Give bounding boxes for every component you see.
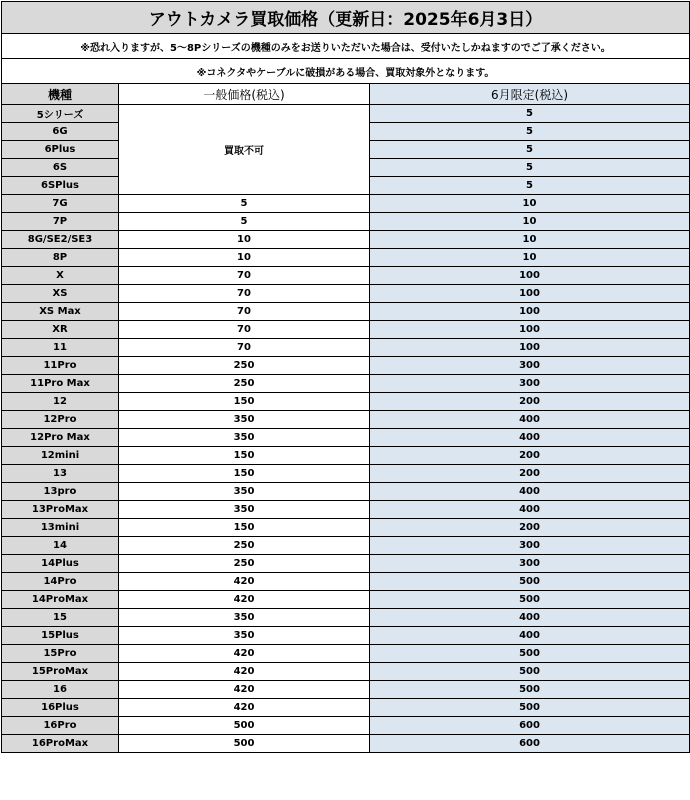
table-row: [2, 519, 690, 537]
regular-price-cell: 150: [119, 465, 370, 483]
regular-price-cell: 500: [119, 717, 370, 735]
regular-price-cell: 350: [119, 609, 370, 627]
regular-price-cell: 70: [119, 303, 370, 321]
regular-price-cell: 5: [119, 195, 370, 213]
model-cell: 11Pro: [2, 357, 119, 375]
model-cell: 5シリーズ: [2, 105, 119, 123]
notice-unsupported-models: ※恐れ入りますが、5～8Pシリーズの機種のみをお送りいただいた場合は、受付いたしかねますのでご了承ください。: [2, 34, 690, 59]
table-row: [2, 375, 690, 393]
june-price-cell: 400: [370, 609, 690, 627]
june-price-cell: 300: [370, 357, 690, 375]
model-cell: 14Plus: [2, 555, 119, 573]
model-cell: 13: [2, 465, 119, 483]
price-table: [1, 1, 690, 753]
model-cell: 14: [2, 537, 119, 555]
june-price-cell: 10: [370, 213, 690, 231]
regular-price-cell: 350: [119, 627, 370, 645]
table-row: [2, 537, 690, 555]
table-row: [2, 105, 690, 123]
table-row: [2, 285, 690, 303]
table-row: [2, 663, 690, 681]
table-row: [2, 501, 690, 519]
june-price-cell: 200: [370, 465, 690, 483]
model-cell: 15Plus: [2, 627, 119, 645]
table-row: [2, 627, 690, 645]
model-cell: 11Pro Max: [2, 375, 119, 393]
june-price-cell: 500: [370, 699, 690, 717]
header-model: 機種: [2, 84, 119, 105]
june-price-cell: 100: [370, 321, 690, 339]
regular-price-cell: 70: [119, 267, 370, 285]
june-price-cell: 5: [370, 159, 690, 177]
table-row: [2, 735, 690, 753]
model-cell: 16ProMax: [2, 735, 119, 753]
table-row: [2, 213, 690, 231]
june-price-cell: 500: [370, 573, 690, 591]
june-price-cell: 5: [370, 123, 690, 141]
regular-price-cell: 70: [119, 339, 370, 357]
table-row: [2, 573, 690, 591]
header-regular-price: 一般価格(税込): [119, 84, 370, 105]
june-price-cell: 100: [370, 303, 690, 321]
model-cell: XS Max: [2, 303, 119, 321]
model-cell: 12mini: [2, 447, 119, 465]
regular-price-cell: 70: [119, 321, 370, 339]
table-row: [2, 411, 690, 429]
table-row: [2, 429, 690, 447]
regular-price-cell: 420: [119, 591, 370, 609]
model-cell: 13mini: [2, 519, 119, 537]
header-june-price: 6月限定(税込): [370, 84, 690, 105]
table-row: [2, 339, 690, 357]
table-row: [2, 249, 690, 267]
table-row: [2, 681, 690, 699]
june-price-cell: 100: [370, 285, 690, 303]
regular-price-cell: 420: [119, 699, 370, 717]
model-cell: 7P: [2, 213, 119, 231]
june-price-cell: 300: [370, 537, 690, 555]
table-row: [2, 465, 690, 483]
table-row: [2, 447, 690, 465]
regular-price-cell: 150: [119, 393, 370, 411]
model-cell: 13ProMax: [2, 501, 119, 519]
model-cell: 6SPlus: [2, 177, 119, 195]
june-price-cell: 5: [370, 141, 690, 159]
table-row: [2, 609, 690, 627]
june-price-cell: 400: [370, 429, 690, 447]
table-row: [2, 195, 690, 213]
model-cell: 16Pro: [2, 717, 119, 735]
table-row: [2, 645, 690, 663]
june-price-cell: 500: [370, 663, 690, 681]
model-cell: 12Pro Max: [2, 429, 119, 447]
model-cell: 6Plus: [2, 141, 119, 159]
regular-price-cell: 150: [119, 447, 370, 465]
regular-price-cell: 350: [119, 483, 370, 501]
regular-price-cell: 250: [119, 555, 370, 573]
june-price-cell: 300: [370, 555, 690, 573]
model-cell: 11: [2, 339, 119, 357]
regular-price-cell: 250: [119, 357, 370, 375]
model-cell: 12Pro: [2, 411, 119, 429]
model-cell: 15: [2, 609, 119, 627]
june-price-cell: 500: [370, 681, 690, 699]
model-cell: XS: [2, 285, 119, 303]
table-row: [2, 267, 690, 285]
regular-price-cell: 420: [119, 681, 370, 699]
june-price-cell: 300: [370, 375, 690, 393]
june-price-cell: 10: [370, 231, 690, 249]
regular-price-cell: 420: [119, 663, 370, 681]
table-row: [2, 555, 690, 573]
model-cell: 8G/SE2/SE3: [2, 231, 119, 249]
june-price-cell: 600: [370, 717, 690, 735]
model-cell: 12: [2, 393, 119, 411]
regular-price-cell: 420: [119, 645, 370, 663]
model-cell: 6S: [2, 159, 119, 177]
june-price-cell: 10: [370, 249, 690, 267]
model-cell: 13pro: [2, 483, 119, 501]
june-price-cell: 400: [370, 627, 690, 645]
june-price-cell: 400: [370, 483, 690, 501]
model-cell: 14Pro: [2, 573, 119, 591]
regular-price-cell: 150: [119, 519, 370, 537]
regular-price-cell: 250: [119, 375, 370, 393]
june-price-cell: 5: [370, 177, 690, 195]
june-price-cell: 200: [370, 519, 690, 537]
not-buyable-cell: 買取不可: [119, 105, 370, 195]
model-cell: 15ProMax: [2, 663, 119, 681]
regular-price-cell: 420: [119, 573, 370, 591]
june-price-cell: 400: [370, 411, 690, 429]
model-cell: 6G: [2, 123, 119, 141]
june-price-cell: 100: [370, 267, 690, 285]
regular-price-cell: 500: [119, 735, 370, 753]
june-price-cell: 200: [370, 447, 690, 465]
table-row: [2, 321, 690, 339]
june-price-cell: 200: [370, 393, 690, 411]
table-row: [2, 717, 690, 735]
table-row: [2, 393, 690, 411]
model-cell: XR: [2, 321, 119, 339]
regular-price-cell: 350: [119, 501, 370, 519]
june-price-cell: 400: [370, 501, 690, 519]
table-row: [2, 699, 690, 717]
regular-price-cell: 250: [119, 537, 370, 555]
model-cell: 15Pro: [2, 645, 119, 663]
regular-price-cell: 10: [119, 249, 370, 267]
table-row: [2, 591, 690, 609]
june-price-cell: 600: [370, 735, 690, 753]
regular-price-cell: 350: [119, 429, 370, 447]
model-cell: 16Plus: [2, 699, 119, 717]
regular-price-cell: 70: [119, 285, 370, 303]
model-cell: 14ProMax: [2, 591, 119, 609]
june-price-cell: 500: [370, 591, 690, 609]
page-title: アウトカメラ買取価格（更新日：2025年6月3日）: [2, 2, 690, 34]
june-price-cell: 100: [370, 339, 690, 357]
table-row: [2, 357, 690, 375]
regular-price-cell: 350: [119, 411, 370, 429]
table-row: [2, 483, 690, 501]
model-cell: X: [2, 267, 119, 285]
regular-price-cell: 5: [119, 213, 370, 231]
table-row: [2, 231, 690, 249]
model-cell: 16: [2, 681, 119, 699]
regular-price-cell: 10: [119, 231, 370, 249]
notice-connector-damage: ※コネクタやケーブルに破損がある場合、買取対象外となります。: [2, 59, 690, 84]
june-price-cell: 5: [370, 105, 690, 123]
june-price-cell: 500: [370, 645, 690, 663]
table-row: [2, 303, 690, 321]
june-price-cell: 10: [370, 195, 690, 213]
model-cell: 7G: [2, 195, 119, 213]
model-cell: 8P: [2, 249, 119, 267]
